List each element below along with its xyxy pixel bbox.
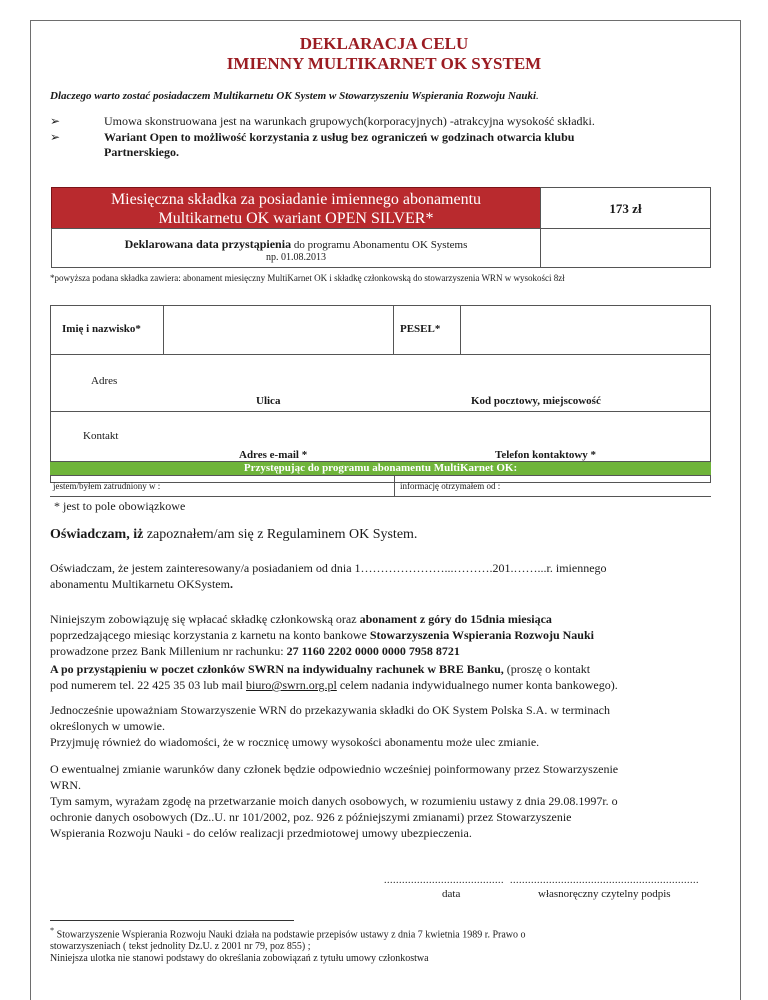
- fee-footnote: *powyższa podana składka zawiera: abonament miesięczny MultiKarnet OK i składkę członkowską do stowarzyszenia WRN w wysokości 8zł: [50, 273, 565, 283]
- title-line-2: IMIENNY MULTIKARNET OK SYSTEM: [226, 54, 542, 73]
- authorization-paragraph: Jednocześnie upoważniam Stowarzyszenie WRN do przekazywania składki do OK System Polska S.A. w terminach określonych w umowie. Przyjmuję również do wiadomości, że w rocznicę umowy wysokości abonamentu może ulec zmianie.: [50, 703, 610, 749]
- declaration: Oświadczam, iż zapoznałem/am się z Regulaminem OK System.: [50, 527, 418, 542]
- name-label: Imię i nazwisko*: [62, 323, 141, 335]
- interest-paragraph: Oświadczam, że jestem zainteresowany/a posiadaniem od dnia 1…………………...……….201.……...r. imiennego abonamentu Multikarnetu OKSystem.: [50, 561, 607, 591]
- bre-paragraph: A po przystąpieniu w poczet członków SWRN na indywidualny rachunek w BRE Banku, (proszę o kontakt pod numerem tel. 22 425 35 03 lub mail biuro@swrn.org.pl celem nadania indywidualnego numer konta bankowego).: [50, 662, 618, 692]
- street-label: Ulica: [256, 395, 281, 407]
- bullet-marker-2: ➢: [50, 130, 61, 144]
- green-banner-text: Przystępując do programu abonamentu MultiKarnet OK:: [243, 462, 518, 474]
- signature-line[interactable]: ...............................................................: [510, 875, 699, 886]
- green-banner: [50, 461, 711, 476]
- date-line[interactable]: ........................................: [384, 875, 504, 886]
- fee-heading-line-1: Miesięczna składka za posiadanie imiennego abonamentu: [110, 191, 482, 208]
- footnote-rule: [50, 920, 294, 921]
- fee-amount: 173 zł: [609, 201, 642, 216]
- required-note: * jest to pole obowiązkowe: [54, 499, 186, 513]
- footer-note: * Stowarzyszenie Wspierania Rozwoju Nauki działa na podstawie przepisów ustawy z dnia 7 kwietnia 1989 r. Prawo o stowarzyszeniach ( tekst jednolity Dz.U. z 2001 nr 79, poz 855) ; Niniejsza ulotka nie stanowi podstawy do określania zobowiązań z tytułu umowy członkostwa: [50, 926, 526, 965]
- email-label: Adres e-mail *: [239, 449, 308, 461]
- info-label: informację otrzymałem od :: [400, 481, 501, 491]
- bullet-item-1: Umowa skonstruowana jest na warunkach grupowych(korporacyjnych) -atrakcyjna wysokość składki.: [104, 114, 595, 128]
- bullet-marker-1: ➢: [50, 114, 61, 128]
- bullet-item-2: Wariant Open to możliwość korzystania z usług bez ograniczeń w godzinach otwarcia klubu Partnerskiego.: [104, 130, 575, 159]
- date-label: data: [442, 888, 461, 900]
- phone-label: Telefon kontaktowy *: [495, 449, 597, 461]
- fee-amount-cell: [540, 187, 711, 229]
- address-label: Adres: [91, 375, 118, 387]
- join-date-input[interactable]: [540, 228, 711, 268]
- contact-label: Kontakt: [83, 430, 119, 442]
- obligation-paragraph: Niniejszym zobowiązuję się wpłacać składkę członkowską oraz abonament z góry do 15dnia miesiąca poprzedzającego miesiąc korzystania z karnetu na konto bankowe Stowarzyszenia Wspierania Rozwoju Nauki prowadzone przez Bank Millenium nr rachunku: 27 1160 2202 0000 0000 7958 8721: [50, 612, 594, 658]
- postal-label: Kod pocztowy, miejscowość: [471, 395, 601, 407]
- join-date-cell: [51, 228, 541, 268]
- fee-heading-line-2: Multikarnetu OK wariant OPEN SILVER*: [158, 210, 434, 227]
- join-date-example: np. 01.08.2013: [266, 252, 326, 263]
- name-input[interactable]: [164, 305, 394, 354]
- pesel-label: PESEL*: [400, 323, 441, 335]
- signature-label: własnoręczny czytelny podpis: [538, 888, 671, 900]
- fee-heading-box: [51, 187, 541, 229]
- address-input[interactable]: [50, 354, 711, 411]
- divider: [50, 496, 711, 497]
- employed-label: jestem/byłem zatrudniony w :: [53, 481, 161, 491]
- subtitle: Dlaczego warto zostać posiadaczem Multikarnetu OK System w Stowarzyszeniu Wspierania Rozwoju Nauki.: [50, 90, 539, 102]
- email-link[interactable]: biuro@swrn.org.pl: [245, 678, 337, 692]
- change-paragraph: O ewentualnej zmianie warunków dany członek będzie odpowiednio wcześniej poinformowany przez Stowarzyszenie WRN. Tym samym, wyrażam zgodę na przetwarzanie moich danych osobowych, w rozumieniu ustawy z dnia 29.08.1997r. o ochronie danych osobowych (Dz..U. nr 101/2002, poz. 926 z późniejszymi zmianami) przez Stowarzyszenie Wspierania Rozwoju Nauki - do celów realizacji przedmiotowej umowy ubezpieczenia.: [50, 762, 619, 840]
- join-date-label: Deklarowana data przystąpienia do programu Abonamentu OK Systems: [124, 237, 468, 251]
- pesel-input[interactable]: [461, 305, 711, 354]
- title-line-1: DEKLARACJA CELU: [299, 34, 469, 53]
- contact-input[interactable]: [50, 411, 711, 461]
